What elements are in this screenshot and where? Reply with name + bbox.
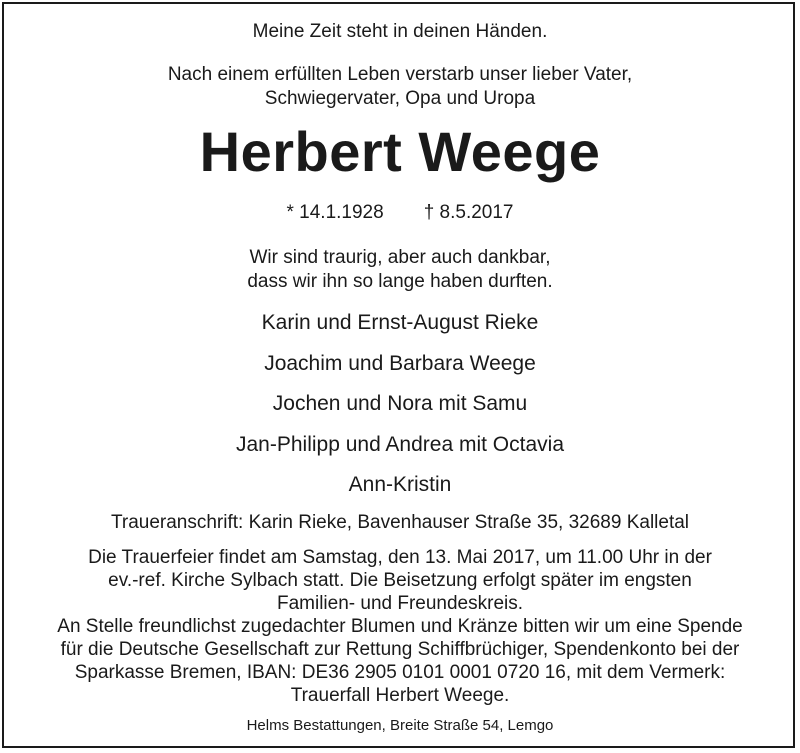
intro-line-2: Schwiegervater, Opa und Uropa — [264, 88, 536, 109]
sentiment-line-1: Wir sind traurig, aber auch dankbar, — [249, 247, 551, 268]
notice-line-1: Die Trauerfeier findet am Samstag, den 13. Mai 2017, um 11.00 Uhr in der — [88, 547, 712, 568]
mourner-2: Joachim und Barbara Weege — [264, 352, 536, 375]
sentiment-line-2: dass wir ihn so lange haben durften. — [247, 271, 553, 292]
mourner-5: Ann-Kristin — [348, 473, 452, 496]
notice-line-5: für die Deutsche Gesellschaft zur Rettung Schiffbrüchiger, Spendenkonto bei der — [60, 639, 740, 660]
mourner-3: Jochen und Nora mit Samu — [272, 392, 528, 415]
life-dates — [0, 203, 800, 222]
mourner-4: Jan-Philipp und Andrea mit Octavia — [235, 433, 564, 456]
undertaker: Helms Bestattungen, Breite Straße 54, Lemgo — [246, 717, 554, 734]
death-date: † 8.5.2017 — [423, 202, 514, 223]
notice-line-2: ev.-ref. Kirche Sylbach statt. Die Beisetzung erfolgt später im engsten — [108, 570, 692, 591]
notice-line-7: Trauerfall Herbert Weege. — [290, 685, 510, 706]
birth-date: * 14.1.1928 — [286, 202, 384, 223]
mourning-address: Traueranschrift: Karin Rieke, Bavenhauser Straße 35, 32689 Kalletal — [110, 512, 690, 533]
motto: Meine Zeit steht in deinen Händen. — [252, 21, 548, 42]
notice-line-6: Sparkasse Bremen, IBAN: DE36 2905 0101 0001 0720 16, mit dem Vermerk: — [74, 662, 726, 683]
deceased-name: Herbert Weege — [199, 120, 601, 183]
mourner-1: Karin und Ernst-August Rieke — [261, 311, 539, 334]
notice-line-4: An Stelle freundlichst zugedachter Blumen und Kränze bitten wir um eine Spende — [57, 616, 743, 637]
intro-line-1: Nach einem erfüllten Leben verstarb unser lieber Vater, — [167, 64, 633, 85]
notice-line-3: Familien- und Freundeskreis. — [276, 593, 524, 614]
